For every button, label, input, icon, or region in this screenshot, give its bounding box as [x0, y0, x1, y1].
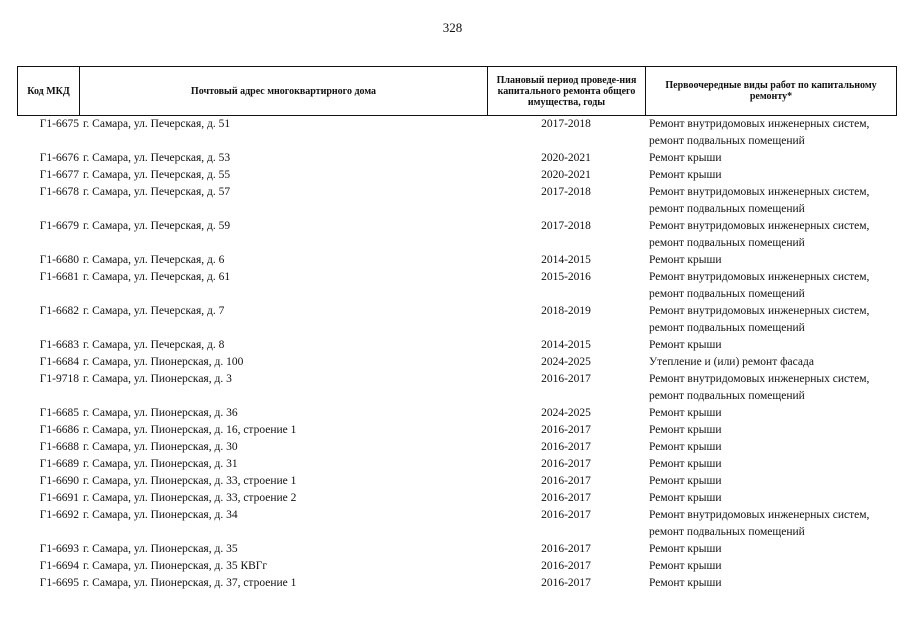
cell-address: г. Самара, ул. Пионерская, д. 3 — [83, 373, 232, 385]
cell-period: 2020-2021 — [541, 152, 591, 164]
table-body — [17, 116, 896, 592]
cell-address: г. Самара, ул. Пионерская, д. 35 КВГг — [83, 560, 268, 572]
cell-code: Г1-6694 — [39, 560, 79, 572]
header-works: Первоочередные виды работ по капитальному ремонту* — [646, 67, 897, 116]
cell-works: Ремонт внутридомовых инженерных систем, ремонт подвальных помещений — [649, 305, 870, 334]
cell-period: 2016-2017 — [541, 577, 591, 589]
cell-works: Ремонт крыши — [649, 543, 722, 555]
cell-period: 2020-2021 — [541, 169, 591, 181]
cell-period: 2016-2017 — [541, 458, 591, 470]
cell-period: 2016-2017 — [541, 441, 591, 453]
cell-address: г. Самара, ул. Печерская, д. 51 — [83, 118, 231, 130]
cell-code: Г1-6678 — [39, 186, 79, 198]
cell-works: Ремонт крыши — [649, 407, 722, 419]
cell-code: Г1-6684 — [39, 356, 79, 368]
cell-period: 2016-2017 — [541, 424, 591, 436]
cell-works: Ремонт внутридомовых инженерных систем, ремонт подвальных помещений — [649, 220, 870, 249]
cell-works: Ремонт крыши — [649, 475, 722, 487]
cell-code: Г1-6686 — [39, 424, 79, 436]
cell-works: Ремонт внутридомовых инженерных систем, ремонт подвальных помещений — [649, 118, 870, 147]
page-number: 328 — [442, 20, 463, 35]
cell-code: Г1-6685 — [39, 407, 79, 419]
cell-period: 2016-2017 — [541, 492, 591, 504]
cell-address: г. Самара, ул. Пионерская, д. 16, строение 1 — [83, 424, 297, 436]
cell-code: Г1-6693 — [39, 543, 79, 555]
cell-works: Ремонт внутридомовых инженерных систем, ремонт подвальных помещений — [649, 186, 870, 215]
table-row — [17, 490, 896, 507]
table-row — [17, 405, 896, 422]
cell-works: Ремонт крыши — [649, 169, 722, 181]
table-row — [17, 116, 896, 150]
cell-works: Ремонт крыши — [649, 492, 722, 504]
cell-period: 2017-2018 — [541, 118, 591, 130]
cell-period: 2016-2017 — [541, 543, 591, 555]
cell-address: г. Самара, ул. Печерская, д. 7 — [83, 305, 225, 317]
cell-address: г. Самара, ул. Пионерская, д. 30 — [83, 441, 238, 453]
table-row — [17, 439, 896, 456]
cell-code: Г1-6677 — [39, 169, 79, 181]
cell-period: 2016-2017 — [541, 373, 591, 385]
cell-address: г. Самара, ул. Пионерская, д. 100 — [83, 356, 244, 368]
cell-works: Ремонт крыши — [649, 458, 722, 470]
cell-code: Г1-6676 — [39, 152, 79, 164]
cell-address: г. Самара, ул. Печерская, д. 55 — [83, 169, 231, 181]
cell-works: Ремонт внутридомовых инженерных систем, ремонт подвальных помещений — [649, 373, 870, 402]
cell-code: Г1-6679 — [39, 220, 79, 232]
table-row — [17, 303, 896, 337]
table-row — [17, 150, 896, 167]
cell-works: Ремонт крыши — [649, 441, 722, 453]
cell-works: Ремонт крыши — [649, 560, 722, 572]
cell-period: 2024-2025 — [541, 407, 591, 419]
table-row — [17, 371, 896, 405]
cell-code: Г1-6688 — [39, 441, 79, 453]
cell-code: Г1-6689 — [39, 458, 79, 470]
table-row — [17, 558, 896, 575]
cell-works: Утепление и (или) ремонт фасада — [649, 356, 814, 368]
table-row — [17, 354, 896, 371]
table-row — [17, 337, 896, 354]
cell-period: 2016-2017 — [541, 509, 591, 521]
cell-address: г. Самара, ул. Печерская, д. 8 — [83, 339, 225, 351]
cell-works: Ремонт крыши — [649, 339, 722, 351]
cell-works: Ремонт крыши — [649, 152, 722, 164]
table-row — [17, 575, 896, 592]
table-row — [17, 184, 896, 218]
cell-address: г. Самара, ул. Печерская, д. 59 — [83, 220, 231, 232]
cell-period: 2016-2017 — [541, 560, 591, 572]
cell-code: Г1-6690 — [39, 475, 79, 487]
cell-period: 2017-2018 — [541, 186, 591, 198]
cell-address: г. Самара, ул. Печерская, д. 6 — [83, 254, 225, 266]
cell-code: Г1-6680 — [39, 254, 79, 266]
table-row — [17, 252, 896, 269]
cell-works: Ремонт крыши — [649, 424, 722, 436]
cell-address: г. Самара, ул. Пионерская, д. 36 — [83, 407, 238, 419]
table-row — [17, 218, 896, 252]
table-row — [17, 269, 896, 303]
cell-address: г. Самара, ул. Печерская, д. 57 — [83, 186, 231, 198]
cell-code: Г1-6675 — [39, 118, 79, 130]
table-row — [17, 456, 896, 473]
cell-code: Г1-6682 — [39, 305, 79, 317]
cell-address: г. Самара, ул. Пионерская, д. 33, строение 1 — [83, 475, 297, 487]
cell-period: 2016-2017 — [541, 475, 591, 487]
cell-code: Г1-6681 — [39, 271, 79, 283]
cell-period: 2024-2025 — [541, 356, 591, 368]
table-header — [17, 66, 897, 116]
cell-works: Ремонт внутридомовых инженерных систем, ремонт подвальных помещений — [649, 271, 870, 300]
cell-address: г. Самара, ул. Пионерская, д. 35 — [83, 543, 238, 555]
cell-works: Ремонт внутридомовых инженерных систем, ремонт подвальных помещений — [649, 509, 870, 538]
cell-period: 2017-2018 — [541, 220, 591, 232]
cell-address: г. Самара, ул. Печерская, д. 53 — [83, 152, 231, 164]
cell-code: Г1-6683 — [39, 339, 79, 351]
cell-works: Ремонт крыши — [649, 577, 722, 589]
table-row — [17, 507, 896, 541]
cell-code: Г1-6692 — [39, 509, 79, 521]
cell-address: г. Самара, ул. Пионерская, д. 37, строение 1 — [83, 577, 297, 589]
cell-code: Г1-9718 — [39, 373, 79, 385]
cell-address: г. Самара, ул. Пионерская, д. 34 — [83, 509, 238, 521]
cell-code: Г1-6695 — [39, 577, 79, 589]
cell-period: 2014-2015 — [541, 254, 591, 266]
cell-address: г. Самара, ул. Пионерская, д. 33, строение 2 — [83, 492, 297, 504]
cell-period: 2018-2019 — [541, 305, 591, 317]
table-row — [17, 541, 896, 558]
header-period: Плановый период проведе-ния капитального ремонта общего имущества, годы — [488, 67, 646, 116]
header-code: Код МКД — [18, 67, 80, 116]
cell-address: г. Самара, ул. Пионерская, д. 31 — [83, 458, 238, 470]
cell-code: Г1-6691 — [39, 492, 79, 504]
cell-works: Ремонт крыши — [649, 254, 722, 266]
table-row — [17, 167, 896, 184]
table-row — [17, 422, 896, 439]
cell-period: 2015-2016 — [541, 271, 591, 283]
cell-address: г. Самара, ул. Печерская, д. 61 — [83, 271, 231, 283]
table-row — [17, 473, 896, 490]
header-address: Почтовый адрес многоквартирного дома — [80, 67, 488, 116]
cell-period: 2014-2015 — [541, 339, 591, 351]
